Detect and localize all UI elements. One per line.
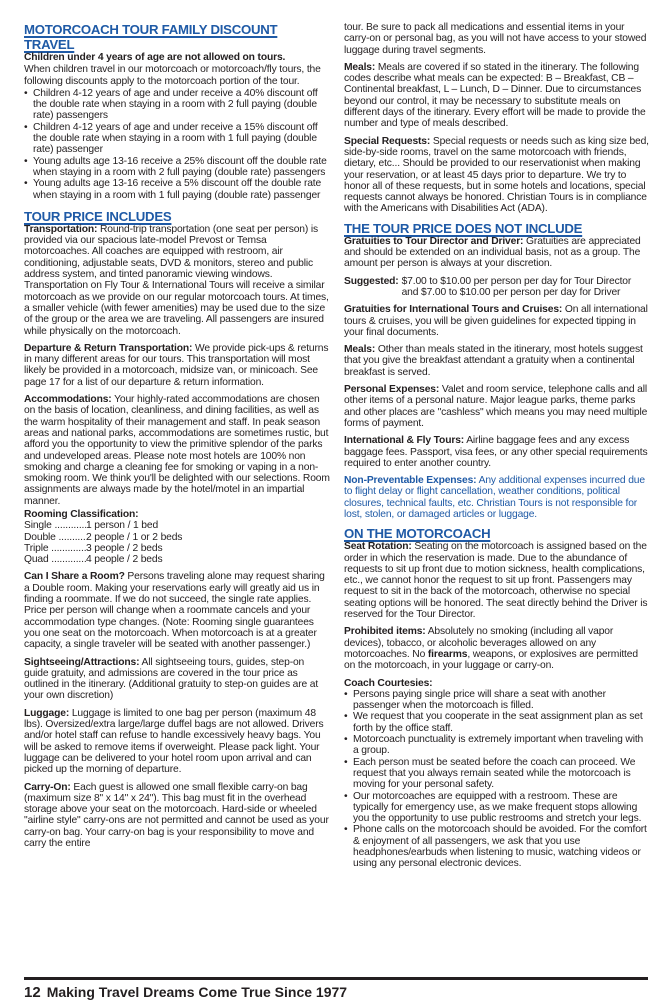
intl-gratuities-label: Gratuities for International Tours and Cruises: [344, 304, 563, 316]
intl-fly-label: International & Fly Tours: [344, 435, 465, 447]
room-type: Quad ..... [24, 554, 86, 565]
luggage-paragraph [24, 708, 330, 776]
discount-list [24, 88, 330, 201]
right-column [344, 22, 650, 876]
carry-on-paragraph [24, 782, 330, 850]
transportation-paragraph [24, 224, 330, 337]
share-room-paragraph [24, 571, 330, 650]
meals-label: Meals: [344, 61, 376, 73]
room-row [24, 554, 330, 565]
prohibited-items-text: Absolutely no smoking (including all vapor devices), tobacco, or alcoholic beverages allowed on any motorcoaches. No [344, 626, 614, 660]
room-description: 1 person / 1 bed [86, 520, 159, 532]
tour-price-not-include-heading: THE TOUR PRICE DOES NOT INCLUDE [344, 220, 583, 236]
accommodations-text: Your highly-rated accommodations are chosen on the basis of location, cleanliness, and dining facilities, as well as the warm hospitality of their management and staff. In peak season areas and national parks, accommodations are sometimes rustic, but afford you the opportunity to view the primitive splendor of the parks and undeveloped areas. Please note most hotels are 100% non smoking and charge a cleaning fee for smoking or vaping in a non-smoking room. We think you'll be delighted with our selections. Room assignments are always made by the hotel/motel in an impartial manner. [24, 394, 330, 507]
intl-gratuities-text: On all international tours & cruises, you will be given guidelines for expected tipping in your final documents. [344, 304, 648, 338]
transportation-text: Round-trip transportation (one seat per person) is provided via our spacious late-model Prevost or Temsa motorcoaches. All coaches are equipped with restroom, air conditioning, adjustable seats, DVD & monitors, stereo and public address system, and tinted panoramic viewing windows. Transportation on Fly Tour & International Tours will receive a similar motorcoach as we provide on our regular motorcoach tours. At times, a smaller vehicle (with fewer amenities) may be used due to the size of the group or the area we are traveling. All passengers are insured while physically on the motorcoach. [24, 223, 329, 337]
rooming-table [24, 520, 330, 565]
intl-fly-text: Airline baggage fees and any excess baggage fees. Passport, visa fees, or any other special requirements required to enter another country. [344, 435, 648, 469]
departure-text: We provide pick-ups & returns in many different areas for our tours. This transportation will most likely be provided in a motorcoach, midsize van, or minicoach. See page 17 for a list of our departure & return information. [24, 342, 329, 388]
footer-text [24, 983, 347, 1002]
personal-expenses-paragraph [344, 384, 650, 429]
intl-fly-paragraph [344, 435, 650, 469]
footer-tagline: Making Travel Dreams Come True Since 1977 [46, 984, 348, 1000]
sightseeing-paragraph [24, 657, 330, 702]
accommodations-label: Accommodations: [24, 394, 112, 406]
courtesy-item: • Phone calls on the motorcoach should be avoided. For the comfort & enjoyment of all passengers, we ask that you use headphones/earbuds when listening to music, watching videos or using any personal electronic devices. [344, 824, 650, 869]
non-preventable-text: Any additional expenses incurred due to flight delay or flight cancellation, weather conditions, political closures, technical faults, etc. Christian Tours is not responsible for lost, stolen, or damaged articles or luggage. [344, 475, 645, 520]
discount-item: • Children 4-12 years of age and under receive a 40% discount off the double rate when staying in a room with 2 full paying (double rate) passengers [24, 88, 330, 122]
room-type: Triple ..... [24, 543, 86, 554]
carry-on-text: Each guest is allowed one small flexible carry-on bag (maximum size 8" x 14" x 24"). This bag must fit in the overhead storage above your seat on the motorcoach. Hard-side or wheeled "airline style" carry-ons are not permitted and cannot be used as your carry-on bag. Your carry-on bag is your responsibility to move and carry the entire [24, 781, 329, 849]
tour-price-includes-heading: TOUR PRICE INCLUDES [24, 208, 172, 224]
firearms-word: firearms [427, 648, 468, 660]
courtesy-item: • Motorcoach punctuality is extremely important when traveling with a group. [344, 734, 650, 757]
seat-rotation-label: Seat Rotation: [344, 541, 412, 553]
page-number: 12 [24, 984, 41, 1001]
gratuities-label: Gratuities to Tour Director and Driver: [344, 235, 524, 247]
special-requests-text: Special requests or needs such as king size bed, side-by-side rooms, travel on the same motorcoach with friends, dietary, etc... Should be provided to our reservationist when making your reservation, or at least 45 days prior to departure. We try to honor all of these requests, but in some hotels and locations, special requests cannot always be honored. Christian Tours is in compliance with the Americans with Disabilities Act (ADA). [344, 135, 649, 215]
suggested-line: $7.00 to $10.00 per person per day for Tour Director [401, 275, 632, 287]
extra-meals-paragraph [344, 344, 650, 378]
seat-rotation-paragraph [344, 541, 650, 620]
personal-expenses-text: Valet and room service, telephone calls and all other items of a personal nature. Major league parks, theme parks and other places are "cashless" which means you may need multiple forms of payment. [344, 384, 648, 429]
extra-meals-label: Meals: [344, 344, 376, 356]
intl-gratuities-paragraph [344, 304, 650, 338]
share-room-text: Persons traveling alone may request sharing a Double room. Making your reservations early will greatly aid us in finding a roommate. If we do not succeed, the single rate applies. Price per person will change when a roommate cancels and your accommodation type changes. (Note: Rooming single guarantees you one seat on the motorcoach. When motorcoach is at a greater capacity, a single traveler will be seated with another passenger.) [24, 571, 325, 651]
coach-courtesies-title: Coach Courtesies: [344, 677, 433, 689]
meals-paragraph [344, 62, 650, 130]
room-description: 3 people / 2 beds [86, 542, 163, 554]
room-row [24, 520, 330, 531]
departure-label: Departure & Return Transportation: [24, 342, 193, 354]
meals-text: Meals are covered if so stated in the itinerary. The following codes describe what meals can be expected: B – Breakfast, CB – Continental breakfast, L – Lunch, D – Dinner. Due to circumstances beyond our control, it may be necessary to substitute meals on different days of the itinerary. Every effort will be made to provide the number and type of meals described. [344, 61, 646, 130]
family-discount-heading: MOTORCOACH TOUR FAMILY DISCOUNT TRAVEL [24, 22, 278, 52]
rooming-classification-title: Rooming Classification: [24, 508, 139, 520]
gratuities-paragraph [344, 236, 650, 270]
courtesy-item: • Persons paying single price will share a seat with another passenger when the motorcoach is filled. [344, 689, 650, 712]
carry-on-continued: tour. Be sure to pack all medications and essential items in your carry-on or personal bag, as you will not have access to your stowed luggage during travel segments. [344, 22, 647, 56]
transportation-label: Transportation: [24, 223, 98, 235]
share-room-label: Can I Share a Room? [24, 571, 125, 583]
luggage-text: Luggage is limited to one bag per person (maximum 48 lbs). Oversized/extra large/large duffel bags are not allowed. Drivers and/or hotel staff can refuse to handle excessively heavy bags. You will be asked to remove items if overweight. Please pack light. Your luggage can be delivered to your hotel room upon arrival and can picked up the morning of departure. [24, 707, 324, 776]
courtesy-item: • We request that you cooperate in the seat assignment plan as set forth by the office staff. [344, 711, 650, 734]
room-row [24, 532, 330, 543]
on-the-motorcoach-heading: ON THE MOTORCOACH [344, 526, 491, 542]
courtesy-item: • Each person must be seated before the coach can proceed. We request that you always remain seated while the motorcoach is moving for your personal safety. [344, 757, 650, 791]
non-preventable-paragraph [344, 475, 650, 520]
room-row [24, 543, 330, 554]
luggage-label: Luggage: [24, 707, 70, 719]
suggested-gratuity [344, 276, 650, 299]
departure-paragraph [24, 343, 330, 388]
discount-item: • Children 4-12 years of age and under receive a 15% discount off the double rate when staying in a room with 1 full paying (double rate) passenger [24, 122, 330, 156]
carry-on-label: Carry-On: [24, 781, 71, 793]
footer-divider [24, 977, 648, 980]
gratuities-text: Gratuities are appreciated and should be extended on an individual basis, not as a group. The amount per person is always at your discretion. [344, 235, 641, 270]
room-type: Single ..... [24, 520, 86, 531]
prohibited-items-label: Prohibited items: [344, 626, 426, 638]
non-preventable-label: Non-Preventable Expenses: [344, 475, 477, 487]
prohibited-items-paragraph [344, 626, 650, 671]
left-column [24, 22, 330, 855]
suggested-label: Suggested: [344, 275, 399, 287]
suggested-line: and $7.00 to $10.00 per person per day for Driver [401, 286, 621, 298]
sightseeing-label: Sightseeing/Attractions: [24, 656, 140, 668]
room-type: Double ..... [24, 532, 86, 543]
prohibited-items-text-end: , weapons, or explosives are permitted on the motorcoach, in your luggage or carry-on. [344, 648, 638, 672]
room-description: 4 people / 2 beds [86, 554, 163, 566]
special-requests-paragraph [344, 136, 650, 215]
accommodations-paragraph [24, 394, 330, 507]
special-requests-label: Special Requests: [344, 135, 431, 147]
courtesy-item: • Our motorcoaches are equipped with a restroom. These are typically for emergency use, as we make frequent stops allowing you the opportunity to use public restrooms and stretch your legs. [344, 791, 650, 825]
personal-expenses-label: Personal Expenses: [344, 384, 440, 396]
coach-courtesies-list [344, 689, 650, 870]
room-description: 2 people / 1 or 2 beds [86, 531, 183, 543]
discount-intro: When children travel in our motorcoach or motorcoach/fly tours, the following discounts apply to the motorcoach portion of the tour. [24, 64, 321, 87]
extra-meals-text: Other than meals stated in the itinerary, most hotels suggest that you give the breakfast attendant a gratuity when a continental breakfast is served. [344, 344, 643, 378]
discount-item: • Young adults age 13-16 receive a 5% discount off the double rate when staying in a room with 1 full paying (double rate) passenger [24, 178, 330, 201]
children-age-notice: Children under 4 years of age are not allowed on tours. [24, 52, 286, 63]
discount-item: • Young adults age 13-16 receive a 25% discount off the double rate when staying in a room with 2 full paying (double rate) passengers [24, 156, 330, 179]
sightseeing-text: All sightseeing tours, guides, step-on guide gratuity, and admissions are covered in the tour price as outlined in the itinerary. (Additional gratuity to step-on guides are at your own discretion) [24, 656, 319, 702]
seat-rotation-text: Seating on the motorcoach is assigned based on the order in which the reservation is made. Due to the abundance of requests to sit up front due to motion sickness, health complications, etc., we cannot honor the request to sit up front. Passengers may request to sit in the back of the motorcoach, otherwise no special seating options will be honored. The seat directly behind the Driver is reserved for the Tour Director. [344, 541, 648, 621]
